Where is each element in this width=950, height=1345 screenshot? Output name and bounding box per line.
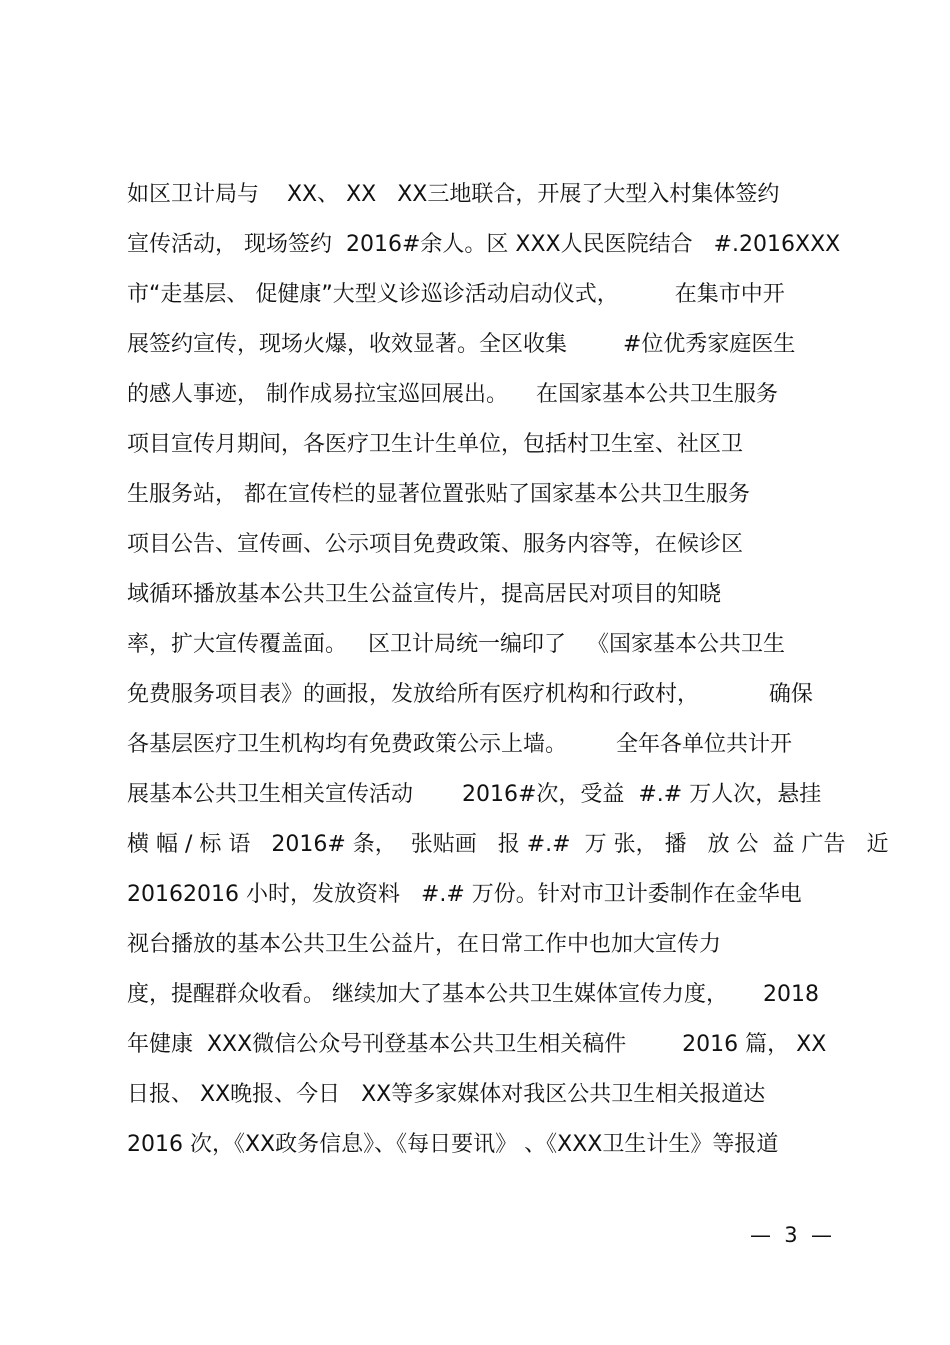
text-line-16: 视台播放的基本公共卫生公益片，在日常工作中也加大宣传力 [127, 932, 722, 957]
text-line-19: 日报、 XX晚报、今日 XX等多家媒体对我区公共卫生相关报道达 [127, 1082, 766, 1107]
text-line-17: 度，提醒群众收看。 继续加大了基本公共卫生媒体宣传力度， 2018 [127, 982, 819, 1007]
text-line-12: 各基层医疗卫生机构均有免费政策公示上墙。 全年各单位共计开 [127, 732, 792, 757]
text-line-1: 如区卫计局与 XX、 XX XX三地联合，开展了大型入村集体签约 [127, 182, 780, 207]
page-number: — 3 — [749, 1223, 832, 1247]
text-line-8: 项目公告、宣传画、公示项目免费政策、服务内容等，在候诊区 [127, 532, 744, 557]
text-line-7: 生服务站， 都在宣传栏的显著位置张贴了国家基本公共卫生服务 [127, 482, 750, 507]
text-line-20: 2016 次，《XX政务信息》、《每日要讯》 、《XXX卫生计生》等报道 [127, 1132, 779, 1157]
text-line-10: 率，扩大宣传覆盖面。 区卫计局统一编印了 《国家基本公共卫生 [127, 632, 785, 657]
text-line-14: 横 幅 / 标 语 2016# 条， 张贴画 报 #.# 万 张， 播 放 公 益 广告 近 [127, 832, 889, 857]
body-text [127, 178, 889, 1178]
text-line-18: 年健康 XXX微信公众号刊登基本公共卫生相关稿件 2016 篇， XX [127, 1032, 827, 1057]
text-line-5: 的感人事迹， 制作成易拉宝巡回展出。 在国家基本公共卫生服务 [127, 382, 778, 407]
text-line-4: 展签约宣传，现场火爆，收效显著。全区收集 #位优秀家庭医生 [127, 332, 796, 357]
text-line-13: 展基本公共卫生相关宣传活动 2016#次，受益 #.# 万人次，悬挂 [127, 782, 822, 807]
text-line-15: 20162016 小时，发放资料 #.# 万份。针对市卫计委制作在金华电 [127, 882, 802, 907]
text-line-9: 域循环播放基本公共卫生公益宣传片，提高居民对项目的知晓 [127, 582, 722, 607]
text-line-11: 免费服务项目表》的画报，发放给所有医疗机构和行政村， 确保 [127, 682, 813, 707]
text-line-2: 宣传活动， 现场签约 2016#余人。区 XXX人民医院结合 #.2016XXX [127, 232, 841, 257]
text-line-3: 市“走基层、 促健康”大型义诊巡诊活动启动仪式， 在集市中开 [127, 282, 785, 307]
text-line-6: 项目宣传月期间，各医疗卫生计生单位，包括村卫生室、社区卫 [127, 432, 744, 457]
